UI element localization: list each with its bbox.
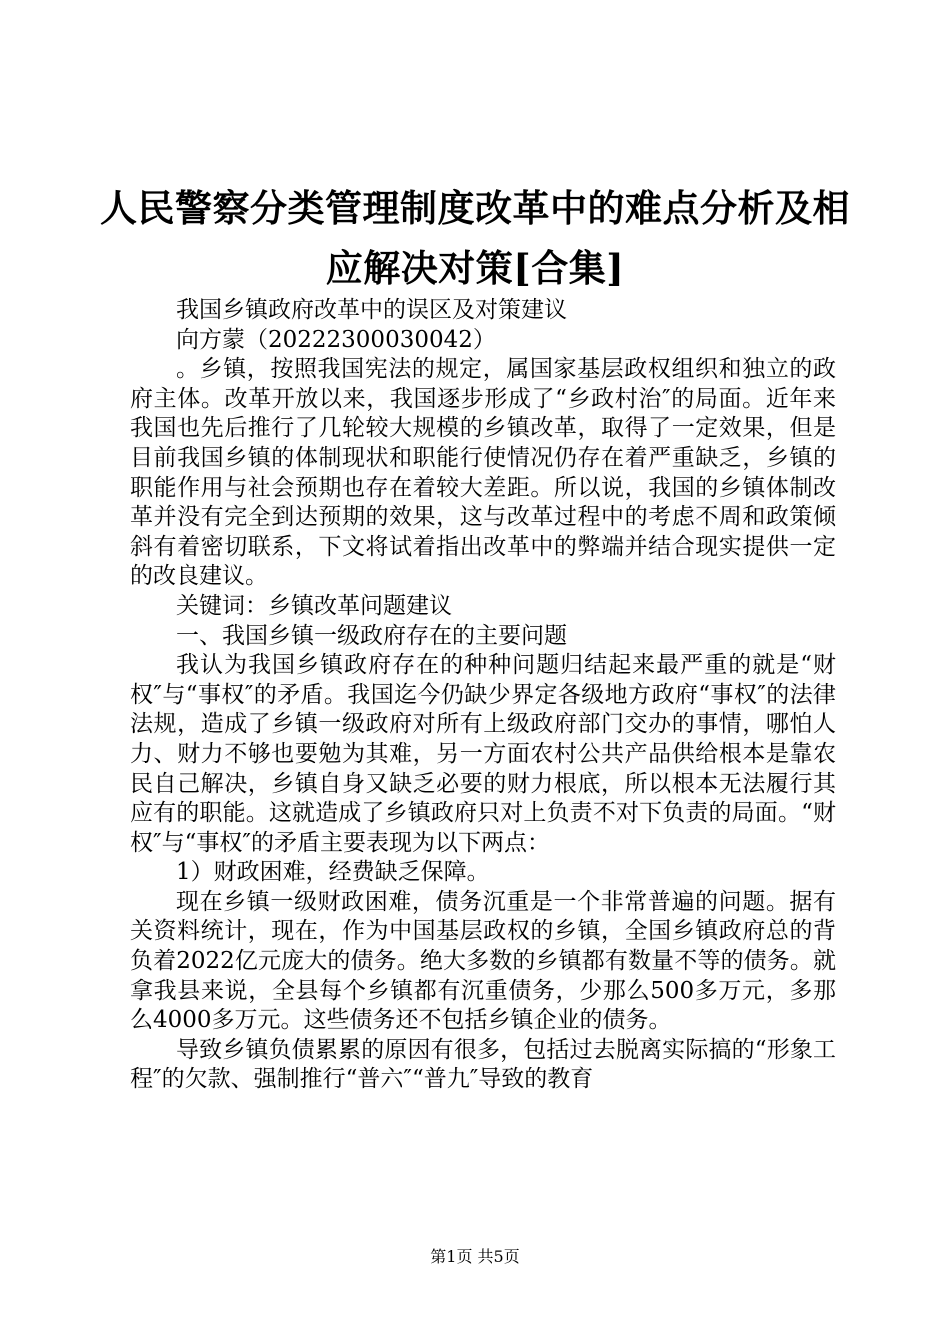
section-heading: 一、我国乡镇一级政府存在的主要问题 [176,622,567,649]
subsection-heading: 1）财政困难，经费缺乏保障。 [176,859,490,886]
document-title: 人民警察分类管理制度改革中的难点分析及相应解决对策[合集] [100,186,850,290]
keywords-paragraph: 关键词：乡镇改革问题建议 [176,592,452,619]
page-footer: 第1页 共5页 [430,1247,520,1266]
body-paragraph: 导致乡镇负债累累的原因有很多，包括过去脱离实际搞的“形象工程″的欠款、强制推行“普六″“普九″导致的教育 [130,1036,836,1093]
body-paragraph: 我认为我国乡镇政府存在的种种问题归结起来最严重的就是“财权″与“事权″的矛盾。我国迄今仍缺少界定各级地方政府“事权″的法律法规，造成了乡镇一级政府对所有上级政府部门交办的事情，哪怕人力、财力不够也要勉为其难，另一方面农村公共产品供给根本是靠农民自己解决，乡镇自身又缺乏必要的财力根底，所以根本无法履行其应有的职能。这就造成了乡镇政府只对上负责不对下负责的局面。“财权″与“事权″的矛盾主要表现为以下两点： [130,652,836,856]
document-body [130,296,836,1095]
author-paragraph: 向方蒙（20222300030042） [176,326,496,353]
subtitle-paragraph: 我国乡镇政府改革中的误区及对策建议 [176,297,567,323]
body-paragraph: 现在乡镇一级财政困难，债务沉重是一个非常普遍的问题。据有关资料统计，现在，作为中国基层政权的乡镇，全国乡镇政府总的背负着2022亿元庞大的债务。绝大多数的乡镇都有数量不等的债务。就拿我县来说，全县每个乡镇都有沉重债务，少那么500多万元，多那么4000多万元。这些债务还不包括乡镇企业的债务。 [130,888,836,1034]
intro-paragraph: 。乡镇，按照我国宪法的规定，属国家基层政权组织和独立的政府主体。改革开放以来，我国逐步形成了“乡政村治″的局面。近年来我国也先后推行了几轮较大规模的乡镇改革，取得了一定效果，但是目前我国乡镇的体制现状和职能行使情况仍存在着严重缺乏，乡镇的职能作用与社会预期也存在着较大差距。所以说，我国的乡镇体制改革并没有完全到达预期的效果，这与改革过程中的考虑不周和政策倾斜有着密切联系，下文将试着指出改革中的弊端并结合现实提供一定的改良建议。 [130,356,836,590]
